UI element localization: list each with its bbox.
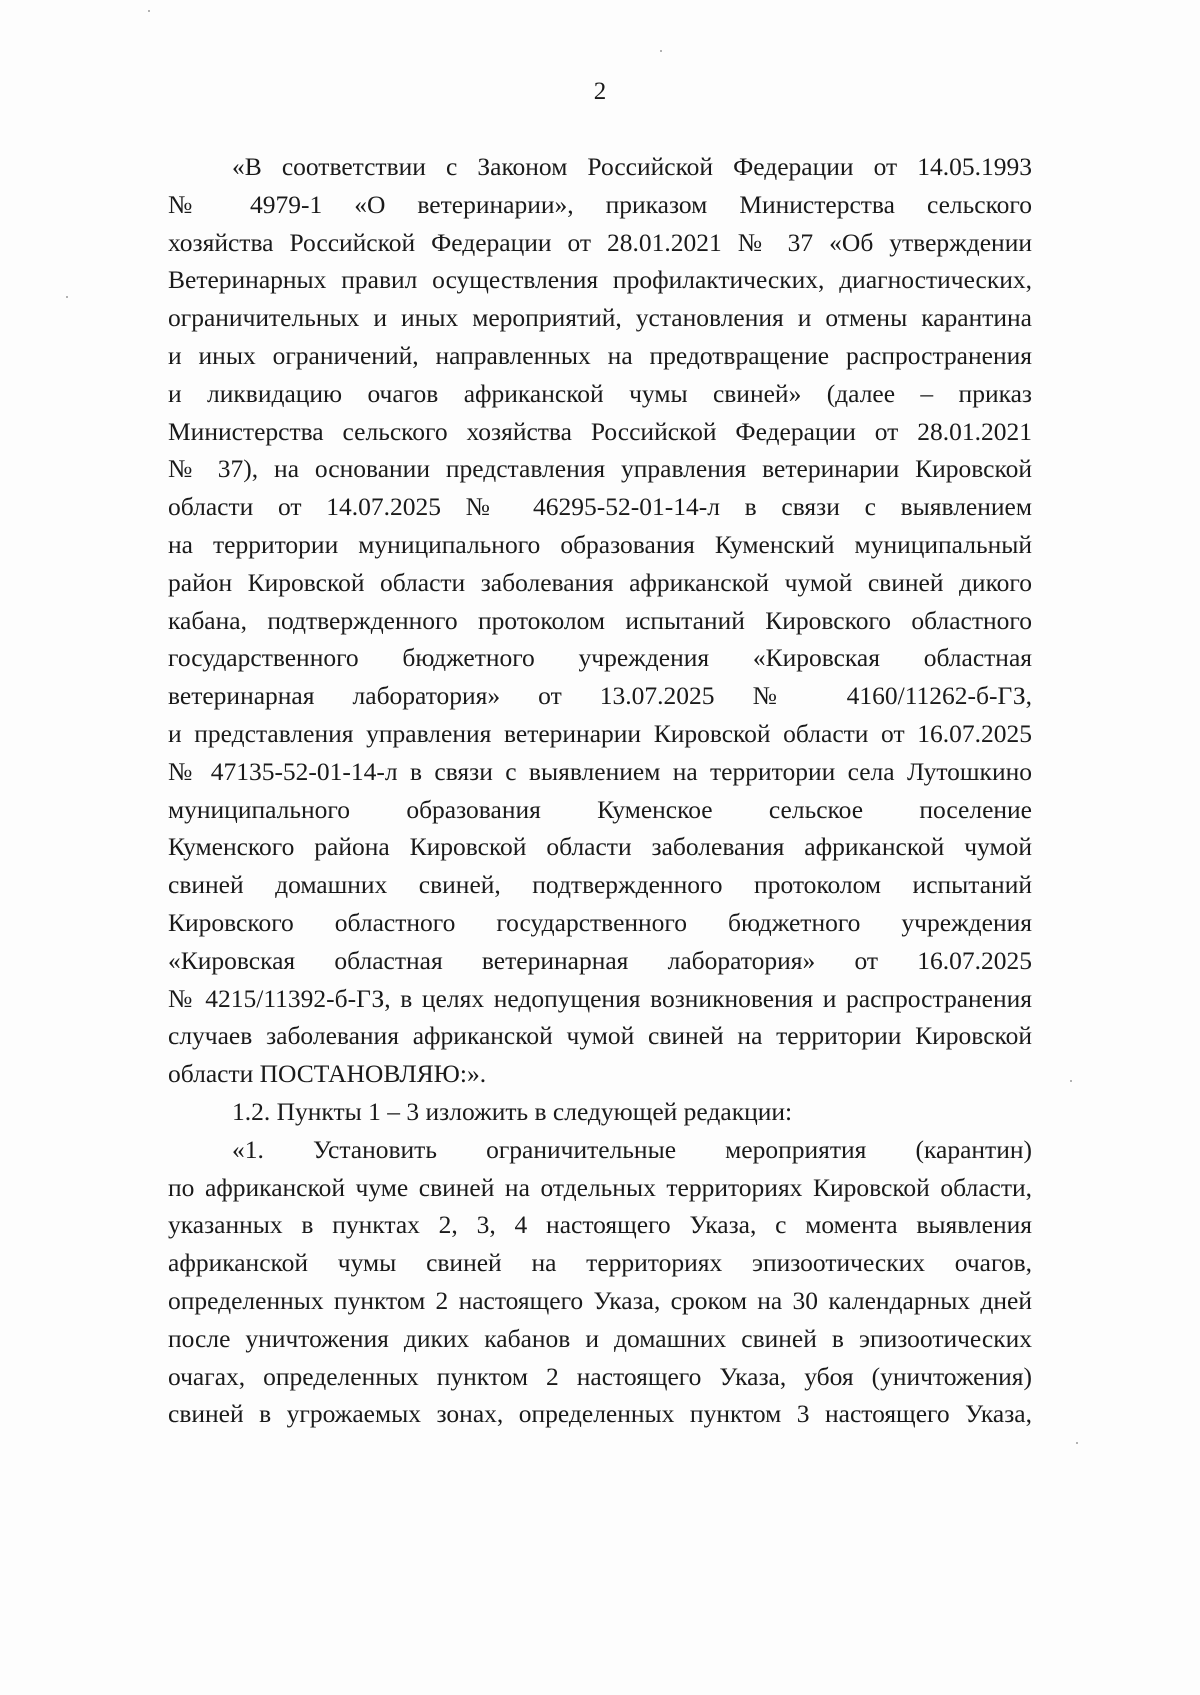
page-number: 2 bbox=[593, 78, 607, 105]
scan-speck bbox=[660, 50, 662, 52]
text-line: Ветеринарных правил осуществления профилактических, диагностических, bbox=[168, 265, 1032, 295]
text-line: «В соответствии с Законом Российской Федерации от 14.05.1993 bbox=[232, 152, 1032, 181]
text-line: «Кировская областная ветеринарная лаборатория» от 16.07.2025 bbox=[168, 945, 1032, 975]
scan-speck bbox=[66, 296, 68, 298]
text-line: очагах, определенных пунктом 2 настоящего Указа, убоя (уничтожения) bbox=[168, 1361, 1032, 1391]
text-line: № 47135-52-01-14-л в связи с выявлением на территории села Лутошкино bbox=[168, 756, 1032, 786]
scan-speck bbox=[1070, 1080, 1072, 1082]
text-line: район Кировской области заболевания африканской чумой свиней дикого bbox=[168, 567, 1032, 597]
text-line: случаев заболевания африканской чумой свиней на территории Кировской bbox=[168, 1021, 1032, 1051]
text-line: № 4215/11392-б-ГЗ, в целях недопущения возникновения и распространения bbox=[168, 983, 1032, 1013]
text-line: государственного бюджетного учреждения «Кировская областная bbox=[168, 643, 1032, 673]
text-line: Министерства сельского хозяйства Российской Федерации от 28.01.2021 bbox=[168, 416, 1032, 446]
text-line: и иных ограничений, направленных на предотвращение распространения bbox=[168, 340, 1032, 370]
text-line: свиней домашних свиней, подтвержденного протоколом испытаний bbox=[168, 870, 1032, 900]
document-body bbox=[168, 148, 1032, 1433]
text-line: по африканской чуме свиней на отдельных территориях Кировской области, bbox=[168, 1172, 1032, 1202]
text-line: ветеринарная лаборатория» от 13.07.2025 № 4160/11262-б-ГЗ, bbox=[168, 681, 1032, 711]
text-line: «1. Установить ограничительные мероприятия (карантин) bbox=[232, 1134, 1032, 1164]
text-line: кабана, подтвержденного протоколом испытаний Кировского областного bbox=[168, 605, 1032, 635]
text-line: хозяйства Российской Федерации от 28.01.2021 № 37 «Об утверждении bbox=[168, 227, 1032, 257]
text-line: и ликвидацию очагов африканской чумы свиней» (далее – приказ bbox=[168, 378, 1032, 408]
text-line: африканской чумы свиней на территориях эпизоотических очагов, bbox=[168, 1248, 1032, 1278]
text-line: указанных в пунктах 2, 3, 4 настоящего Указа, с момента выявления bbox=[168, 1210, 1032, 1240]
scan-speck bbox=[1076, 1442, 1078, 1444]
text-line: 1.2. Пункты 1 – 3 изложить в следующей редакции: bbox=[232, 1096, 793, 1126]
text-line: Куменского района Кировской области заболевания африканской чумой bbox=[168, 832, 1032, 862]
text-line: и представления управления ветеринарии Кировской области от 16.07.2025 bbox=[168, 718, 1032, 748]
text-line: после уничтожения диких кабанов и домашних свиней в эпизоотических bbox=[168, 1323, 1032, 1353]
scan-speck bbox=[148, 10, 150, 12]
text-line: ограничительных и иных мероприятий, установления и отмены карантина bbox=[168, 303, 1032, 333]
text-line: определенных пунктом 2 настоящего Указа, сроком на 30 календарных дней bbox=[168, 1285, 1032, 1315]
text-line: № 4979-1 «О ветеринарии», приказом Министерства сельского bbox=[168, 189, 1032, 219]
text-line: муниципального образования Куменское сельское поселение bbox=[168, 794, 1032, 824]
text-line: области от 14.07.2025 № 46295-52-01-14-л в связи с выявлением bbox=[168, 492, 1032, 522]
text-line: области ПОСТАНОВЛЯЮ:». bbox=[168, 1059, 487, 1089]
text-line: Кировского областного государственного бюджетного учреждения bbox=[168, 907, 1032, 937]
text-line: на территории муниципального образования Куменский муниципальный bbox=[168, 529, 1032, 559]
text-line: свиней в угрожаемых зонах, определенных пунктом 3 настоящего Указа, bbox=[168, 1399, 1032, 1429]
text-line: № 37), на основании представления управления ветеринарии Кировской bbox=[168, 454, 1032, 484]
